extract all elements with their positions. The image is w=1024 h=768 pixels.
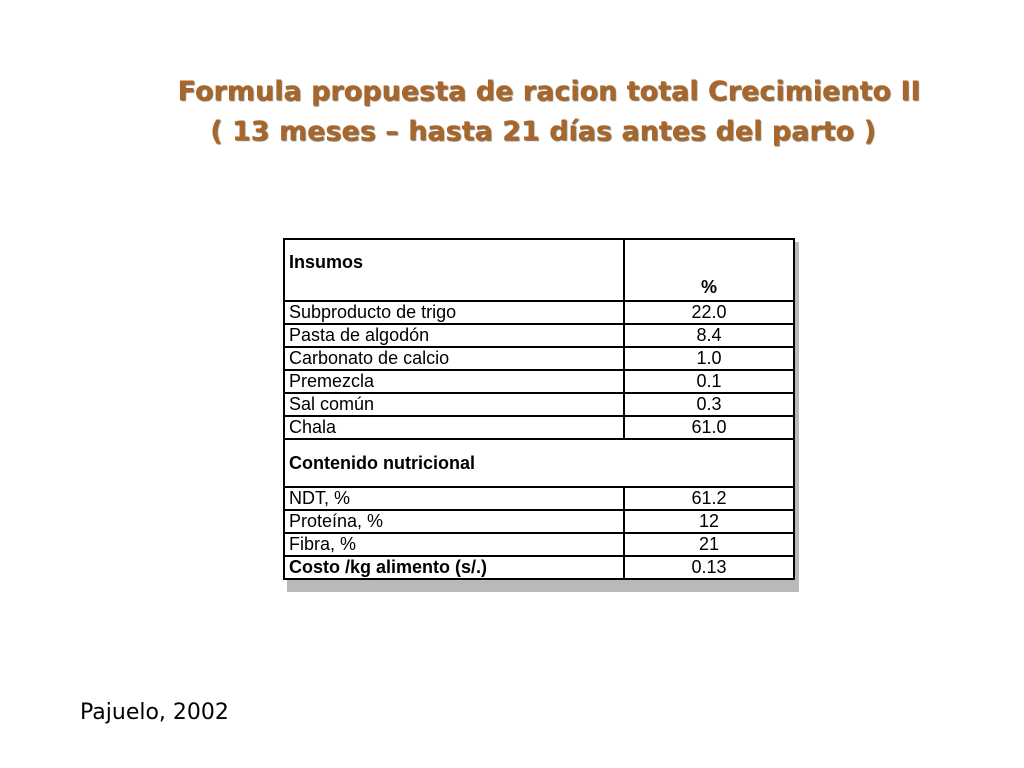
table-row — [284, 533, 794, 556]
slide-title — [0, 72, 1024, 152]
ration-table — [283, 238, 795, 580]
title-line-2: ( 13 meses – hasta 21 días antes del parto ) — [210, 116, 876, 147]
row-value: 0.13 — [624, 556, 794, 579]
row-label: Chala — [284, 416, 624, 439]
row-value: 22.0 — [624, 301, 794, 324]
row-label: Costo /kg alimento (s/.) — [284, 556, 624, 579]
header-percent: % — [624, 239, 794, 301]
table-header-row — [284, 239, 794, 301]
row-label: Pasta de algodón — [284, 324, 624, 347]
table-row — [284, 416, 794, 439]
row-value: 0.1 — [624, 370, 794, 393]
table-row — [284, 347, 794, 370]
section-header-row — [284, 439, 794, 487]
table-row — [284, 324, 794, 347]
row-label: NDT, % — [284, 487, 624, 510]
table-row — [284, 556, 794, 579]
row-value: 1.0 — [624, 347, 794, 370]
row-label: Sal común — [284, 393, 624, 416]
row-value: 12 — [624, 510, 794, 533]
table-row — [284, 487, 794, 510]
row-value: 8.4 — [624, 324, 794, 347]
row-value: 21 — [624, 533, 794, 556]
table-row — [284, 393, 794, 416]
row-label: Proteína, % — [284, 510, 624, 533]
table-row — [284, 370, 794, 393]
ration-table-container — [283, 238, 799, 580]
row-value: 0.3 — [624, 393, 794, 416]
source-citation: Pajuelo, 2002 — [80, 700, 229, 725]
title-line-1: Formula propuesta de racion total Crecimiento II — [177, 76, 921, 107]
row-value: 61.2 — [624, 487, 794, 510]
row-value: 61.0 — [624, 416, 794, 439]
header-insumos: Insumos — [284, 239, 624, 301]
row-label: Subproducto de trigo — [284, 301, 624, 324]
row-label: Carbonato de calcio — [284, 347, 624, 370]
row-label: Premezcla — [284, 370, 624, 393]
table-row — [284, 510, 794, 533]
row-label: Fibra, % — [284, 533, 624, 556]
table-row — [284, 301, 794, 324]
section-label: Contenido nutricional — [284, 439, 794, 487]
